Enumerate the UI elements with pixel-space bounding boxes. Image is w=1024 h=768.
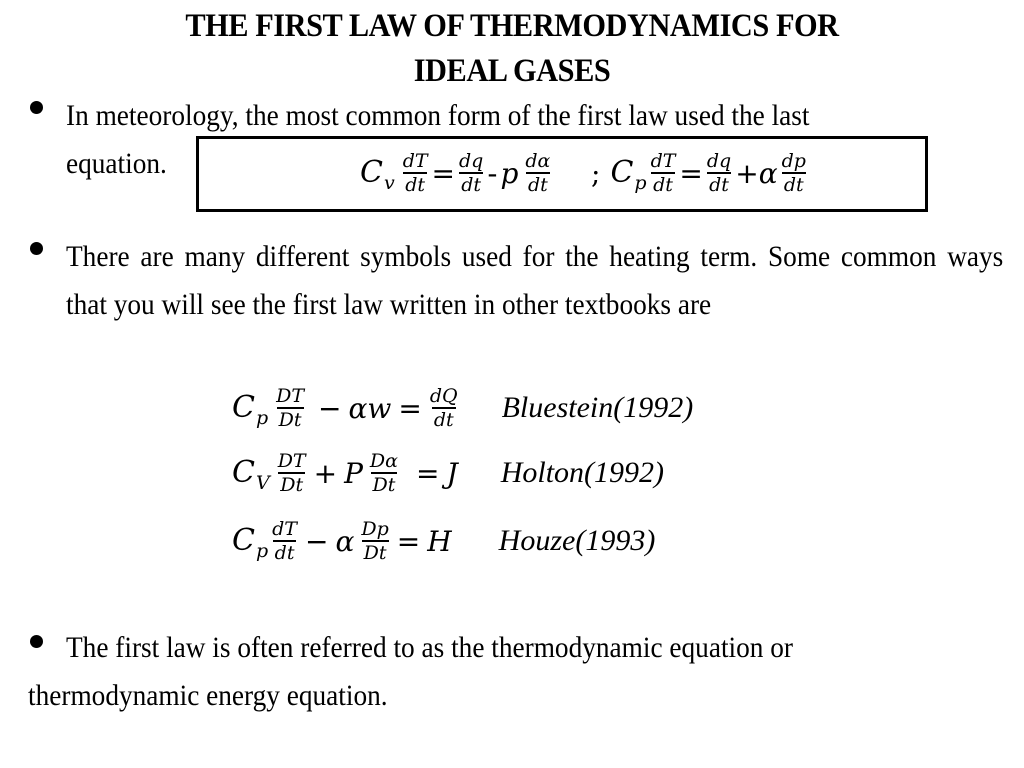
plus-sign: + <box>313 456 338 490</box>
fraction: $\frac{dq}{dt}$ <box>459 150 484 196</box>
boxed-equation-cp <box>588 150 810 196</box>
fraction: $\frac{DT}{Dt}$ <box>277 450 306 496</box>
title-line-1: THE FIRST LAW OF THERMODYNAMICS FOR <box>185 8 839 44</box>
equals-sign: = <box>416 456 440 490</box>
semicolon: ; <box>591 156 601 190</box>
citation-bluestein: Bluestein(1992) <box>501 391 694 424</box>
fraction: $\frac{dp}{dt}$ <box>781 150 806 196</box>
symbol-c: C <box>232 455 255 490</box>
symbol-c: C <box>610 155 634 190</box>
citation-holton: Holton(1992) <box>500 456 665 489</box>
fraction: $\frac{dQ}{dt}$ <box>429 385 458 431</box>
bullet-icon <box>30 635 43 648</box>
subscript: v <box>383 172 395 194</box>
boxed-equation-frame <box>196 136 928 212</box>
fraction: $\frac{Dp}{Dt}$ <box>361 518 389 564</box>
slide-title <box>115 4 910 94</box>
minus-sign: − <box>318 391 342 425</box>
subscript: V <box>255 472 270 494</box>
symbol-p: p <box>500 156 519 190</box>
bullet-icon <box>30 101 43 114</box>
symbol-alpha: α <box>758 156 778 190</box>
boxed-equation-cv <box>360 150 554 196</box>
symbol-alpha: α <box>335 524 355 558</box>
fraction: $\frac{DT}{Dt}$ <box>276 385 305 431</box>
symbol-j: J <box>446 456 458 490</box>
symbol-c: C <box>360 155 383 190</box>
symbol-h: H <box>427 524 452 558</box>
term-alpha-w: αw <box>348 391 392 425</box>
equation-holton <box>232 450 664 496</box>
equals-sign: = <box>398 391 422 425</box>
subscript: p <box>634 172 647 194</box>
equation-houze <box>232 518 655 564</box>
bullet-1-line-1: In meteorology, the most common form of the first law used the last <box>66 99 810 132</box>
equals-sign: = <box>679 156 703 190</box>
equals-sign: = <box>396 524 421 558</box>
bullet-1-line-2: equation. <box>66 147 167 180</box>
fraction: $\frac{dq}{dt}$ <box>706 150 732 196</box>
bullet-3-line-2: thermodynamic energy equation. <box>28 679 388 712</box>
bullet-2-text: There are many different symbols used for the heating term. Some common ways that you will see the first law written in other textbooks are <box>66 240 1004 321</box>
minus-sign: − <box>304 524 329 558</box>
plus-sign: + <box>735 156 759 190</box>
citation-houze: Houze(1993) <box>498 524 656 557</box>
symbol-p: P <box>344 456 363 490</box>
fraction: $\frac{dT}{dt}$ <box>650 150 676 196</box>
bullet-3-line-1: The first law is often referred to as the thermodynamic equation or <box>66 631 793 664</box>
subscript: p <box>255 540 269 562</box>
symbol-c: C <box>232 390 255 425</box>
fraction: $\frac{dT}{dt}$ <box>402 150 428 196</box>
fraction: $\frac{dT}{dt}$ <box>272 518 297 564</box>
symbol-c: C <box>232 523 255 558</box>
title-line-2: IDEAL GASES <box>413 53 611 89</box>
equals-sign: = <box>431 156 456 190</box>
bullet-icon <box>30 242 43 255</box>
minus-sign: - <box>487 156 498 190</box>
equation-bluestein <box>232 385 693 431</box>
fraction: $\frac{D\alpha}{Dt}$ <box>369 450 398 496</box>
subscript: p <box>255 407 269 429</box>
fraction: $\frac{d\alpha}{dt}$ <box>525 150 551 196</box>
